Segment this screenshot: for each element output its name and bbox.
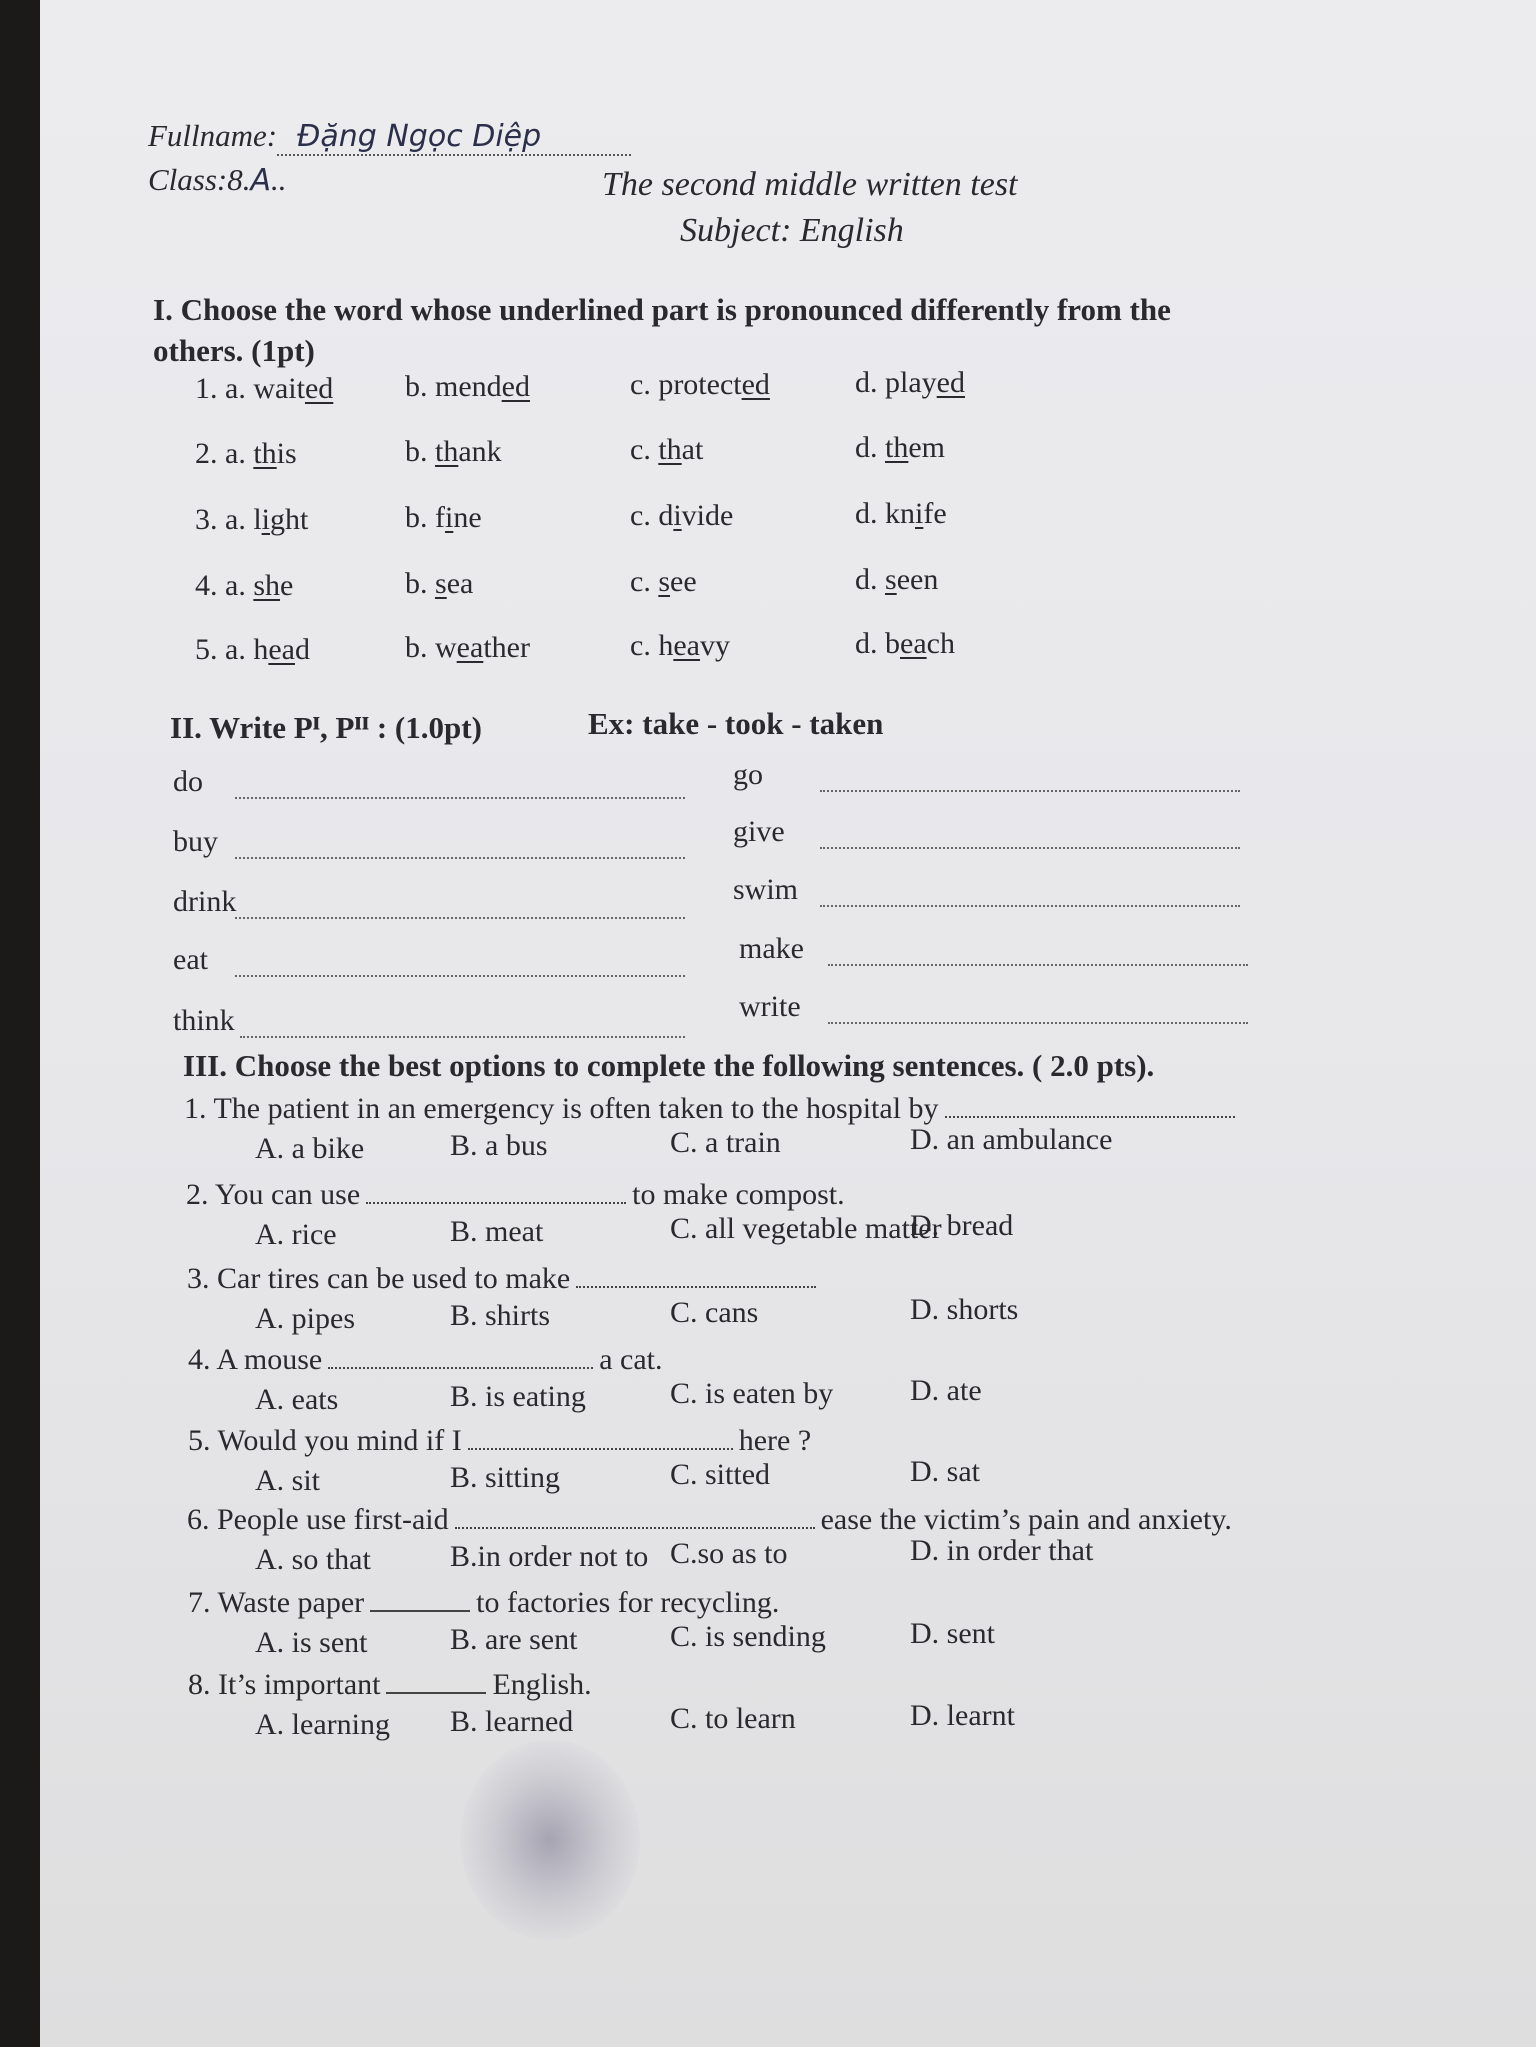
word-prefix: c. d bbox=[630, 499, 674, 532]
verb-word: make bbox=[739, 932, 804, 965]
underlined-part: i bbox=[261, 503, 270, 536]
answer-blank bbox=[576, 1286, 816, 1288]
underlined-part: i bbox=[915, 497, 924, 530]
word-suffix: ch bbox=[926, 627, 955, 660]
underlined-part: s bbox=[658, 565, 671, 598]
word-option-d bbox=[855, 563, 938, 597]
answer-option-c: C.so as to bbox=[670, 1537, 788, 1570]
answer-option-d: D. sat bbox=[910, 1455, 980, 1488]
answer-option-c: C. to learn bbox=[670, 1702, 796, 1735]
underlined-part: th bbox=[658, 433, 682, 466]
answer-option-b: B. learned bbox=[450, 1705, 574, 1738]
answer-blank bbox=[235, 917, 685, 919]
answer-option-b: B. shirts bbox=[450, 1299, 551, 1332]
fullname-value: Đặng Ngọc Diệp bbox=[277, 119, 631, 156]
answer-option-c: C. is eaten by bbox=[670, 1377, 834, 1410]
word-option-d bbox=[855, 627, 955, 661]
underlined-part: ed bbox=[741, 368, 770, 401]
question-2 bbox=[186, 1178, 845, 1212]
answer-option-a: A. is sent bbox=[255, 1626, 368, 1659]
word-option-d bbox=[855, 366, 965, 400]
test-paper bbox=[40, 0, 1536, 2047]
underlined-part: th bbox=[253, 437, 277, 470]
word-option-a bbox=[195, 569, 293, 603]
answer-blank bbox=[235, 857, 685, 859]
class-line bbox=[148, 162, 287, 198]
word-option-a bbox=[195, 437, 297, 471]
question-continuation: English. bbox=[492, 1668, 592, 1701]
question-7 bbox=[188, 1586, 779, 1620]
answer-option-d: D. ate bbox=[910, 1374, 982, 1407]
underlined-part: th bbox=[885, 431, 909, 464]
answer-option-d: D. an ambulance bbox=[910, 1123, 1113, 1156]
word-suffix: e bbox=[280, 569, 294, 602]
answer-option-b: B. meat bbox=[450, 1215, 544, 1248]
subject-title: Subject: English bbox=[680, 212, 904, 249]
answer-blank bbox=[366, 1202, 626, 1204]
word-prefix: d. kn bbox=[855, 497, 915, 530]
word-prefix: d. bbox=[855, 431, 885, 464]
verb-word: do bbox=[173, 765, 203, 798]
word-prefix: c. h bbox=[630, 629, 674, 662]
word-option-a bbox=[195, 503, 308, 537]
word-option-b bbox=[405, 567, 473, 601]
question-5 bbox=[188, 1424, 811, 1458]
question-continuation: to make compost. bbox=[632, 1178, 845, 1211]
answer-blank bbox=[386, 1692, 486, 1694]
answer-option-a: A. so that bbox=[255, 1543, 371, 1576]
section2-heading: II. Write Pᴵ, Pᴵᴵ : (1.0pt) bbox=[170, 710, 482, 745]
answer-blank bbox=[328, 1367, 593, 1369]
word-option-c bbox=[630, 565, 697, 599]
verb-word: eat bbox=[173, 943, 208, 976]
section2-example: Ex: take - took - taken bbox=[588, 706, 884, 741]
word-option-d bbox=[855, 497, 947, 531]
answer-blank bbox=[820, 905, 1240, 907]
question-continuation: to factories for recycling. bbox=[476, 1586, 780, 1619]
word-option-a bbox=[195, 372, 333, 406]
word-option-c bbox=[630, 629, 730, 663]
word-suffix: vide bbox=[681, 499, 734, 532]
question-continuation: here ? bbox=[738, 1424, 812, 1457]
answer-option-b: B. a bus bbox=[450, 1129, 548, 1162]
underlined-part: ed bbox=[501, 370, 530, 403]
answer-option-a: A. a bike bbox=[255, 1132, 365, 1165]
question-4 bbox=[188, 1343, 662, 1377]
question-continuation: a cat. bbox=[599, 1343, 663, 1376]
answer-option-d: D. shorts bbox=[910, 1293, 1019, 1326]
test-title: The second middle written test bbox=[602, 166, 1018, 203]
answer-blank bbox=[820, 847, 1240, 849]
answer-blank bbox=[945, 1116, 1235, 1118]
answer-option-b: B.in order not to bbox=[450, 1540, 649, 1573]
word-prefix: b. bbox=[405, 567, 435, 600]
answer-option-a: A. eats bbox=[255, 1383, 339, 1416]
question-1 bbox=[184, 1092, 1241, 1126]
question-text: 2. You can use bbox=[186, 1178, 361, 1211]
word-prefix: b. mend bbox=[405, 370, 502, 403]
question-text: 7. Waste paper bbox=[188, 1586, 365, 1619]
section1-heading-line2: others. (1pt) bbox=[153, 333, 315, 368]
underlined-part: ed bbox=[304, 372, 334, 405]
word-prefix: b. f bbox=[405, 501, 445, 534]
question-6 bbox=[187, 1503, 1232, 1537]
question-text: 3. Car tires can be used to make bbox=[187, 1262, 571, 1295]
word-prefix: 3. a. l bbox=[195, 503, 262, 536]
section3-heading: III. Choose the best options to complete the following sentences. ( 2.0 pts). bbox=[183, 1048, 1155, 1083]
question-text: 5. Would you mind if I bbox=[188, 1424, 462, 1457]
question-text: 4. A mouse bbox=[188, 1343, 323, 1376]
underlined-part: i bbox=[673, 499, 682, 532]
word-suffix: fe bbox=[923, 497, 947, 530]
word-suffix: ther bbox=[483, 631, 530, 664]
answer-option-d: D. bread bbox=[910, 1209, 1014, 1242]
word-suffix: ee bbox=[670, 565, 697, 598]
answer-blank bbox=[820, 790, 1240, 792]
answer-blank bbox=[828, 1022, 1248, 1024]
section1-heading-line1: I. Choose the word whose underlined part is pronounced differently from the bbox=[153, 292, 1171, 327]
word-prefix: b. bbox=[405, 435, 435, 468]
word-option-b bbox=[405, 501, 482, 535]
word-prefix: d. play bbox=[855, 366, 937, 399]
answer-blank bbox=[828, 964, 1248, 966]
word-prefix: b. w bbox=[405, 631, 457, 664]
answer-option-a: A. sit bbox=[255, 1464, 321, 1497]
answer-blank bbox=[468, 1448, 733, 1450]
answer-blank bbox=[455, 1527, 815, 1529]
word-option-c bbox=[630, 368, 770, 402]
underlined-part: s bbox=[435, 567, 447, 600]
word-suffix: ght bbox=[270, 503, 309, 536]
word-prefix: 5. a. h bbox=[195, 633, 269, 666]
word-prefix: 4. a. bbox=[195, 569, 254, 602]
underlined-part: ea bbox=[673, 629, 700, 662]
verb-word: write bbox=[739, 990, 801, 1023]
answer-option-c: C. a train bbox=[670, 1126, 781, 1159]
word-option-b bbox=[405, 370, 530, 404]
answer-blank bbox=[370, 1610, 470, 1612]
fullname-label: Fullname: bbox=[148, 118, 278, 153]
word-option-c bbox=[630, 499, 733, 533]
answer-option-b: B. are sent bbox=[450, 1623, 578, 1656]
word-option-b bbox=[405, 631, 530, 665]
word-suffix: em bbox=[908, 431, 945, 464]
answer-option-a: A. learning bbox=[255, 1708, 390, 1741]
question-text: 8. It’s important bbox=[188, 1668, 381, 1701]
word-prefix: d. b bbox=[855, 627, 900, 660]
class-label: Class:8. bbox=[148, 162, 251, 197]
answer-option-a: A. rice bbox=[255, 1218, 337, 1251]
word-suffix: at bbox=[681, 433, 704, 466]
answer-option-c: C. all vegetable matter bbox=[670, 1212, 942, 1245]
underlined-part: ea bbox=[900, 627, 927, 660]
answer-option-c: C. sitted bbox=[670, 1458, 771, 1491]
underlined-part: i bbox=[445, 501, 454, 534]
ink-smudge bbox=[460, 1740, 640, 1940]
underlined-part: ed bbox=[936, 366, 965, 399]
underlined-part: s bbox=[885, 563, 897, 596]
word-suffix: een bbox=[896, 563, 939, 596]
word-prefix: c. bbox=[630, 565, 659, 598]
answer-option-a: A. pipes bbox=[255, 1302, 355, 1335]
word-prefix: c. bbox=[630, 433, 659, 466]
word-suffix: ank bbox=[458, 435, 502, 468]
answer-option-d: D. learnt bbox=[910, 1699, 1015, 1732]
word-suffix: ea bbox=[446, 567, 474, 600]
answer-option-b: B. sitting bbox=[450, 1461, 561, 1494]
verb-word: give bbox=[733, 815, 785, 848]
verb-word: buy bbox=[173, 825, 218, 858]
answer-blank bbox=[240, 1036, 685, 1038]
fullname-line bbox=[148, 118, 631, 156]
question-continuation: ease the victim’s pain and anxiety. bbox=[820, 1503, 1232, 1536]
answer-option-b: B. is eating bbox=[450, 1380, 586, 1413]
answer-blank bbox=[235, 797, 685, 799]
word-option-a bbox=[195, 633, 310, 667]
word-suffix: is bbox=[276, 437, 297, 470]
verb-word: swim bbox=[733, 873, 799, 906]
word-suffix: vy bbox=[699, 629, 730, 662]
question-8 bbox=[188, 1668, 592, 1702]
word-prefix: d. bbox=[855, 563, 885, 596]
answer-option-d: D. in order that bbox=[910, 1534, 1094, 1567]
word-prefix: 1. a. wait bbox=[195, 372, 305, 405]
word-prefix: 2. a. bbox=[195, 437, 254, 470]
answer-option-d: D. sent bbox=[910, 1617, 995, 1650]
underlined-part: ea bbox=[456, 631, 484, 664]
class-suffix: .. bbox=[271, 162, 287, 197]
word-option-d bbox=[855, 431, 945, 465]
class-value: A bbox=[250, 163, 272, 198]
verb-word: drink bbox=[173, 885, 237, 918]
word-suffix: ne bbox=[453, 501, 482, 534]
underlined-part: th bbox=[435, 435, 459, 468]
answer-option-c: C. cans bbox=[670, 1296, 759, 1329]
verb-word: think bbox=[173, 1004, 235, 1037]
word-suffix: d bbox=[294, 633, 310, 666]
underlined-part: ea bbox=[268, 633, 295, 666]
answer-option-c: C. is sending bbox=[670, 1620, 826, 1653]
underlined-part: sh bbox=[253, 569, 281, 602]
question-text: 6. People use first-aid bbox=[187, 1503, 449, 1536]
word-option-c bbox=[630, 433, 703, 467]
verb-word: go bbox=[733, 758, 763, 791]
answer-blank bbox=[235, 975, 685, 977]
question-3 bbox=[187, 1262, 822, 1296]
question-text: 1. The patient in an emergency is often taken to the hospital by bbox=[184, 1092, 939, 1125]
word-option-b bbox=[405, 435, 502, 469]
word-prefix: c. protect bbox=[630, 368, 742, 401]
